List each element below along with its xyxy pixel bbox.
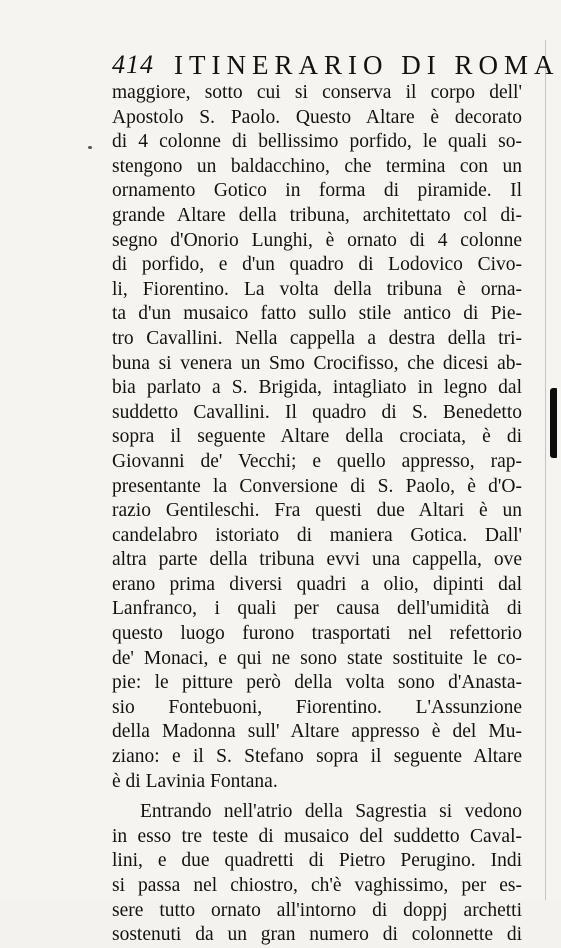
text-line: buna si venera un Smo Crocifisso, che dicesi ab-: [112, 352, 522, 374]
text-line: questo luogo furono trasportati nel refettorio: [112, 623, 522, 645]
margin-speck: [88, 146, 92, 149]
text-line: Lanfranco, i quali per causa dell'umidità di: [112, 598, 522, 620]
text-line: ornamento Gotico in forma di piramide. Il: [112, 180, 522, 202]
text-line: segno d'Onorio Lunghi, è ornato di 4 colonne: [112, 229, 522, 251]
text-line: erano prima diversi quadri a olio, dipinti dal: [112, 573, 522, 595]
text-line: li, Fiorentino. La volta della tribuna è orna-: [112, 278, 522, 300]
text-line: sere tutto ornato all'intorno di doppj archetti: [112, 899, 522, 921]
running-title: ITINERARIO DI ROMA: [174, 50, 560, 80]
text-line: Giovanni de' Vecchi; e quello appresso, rap-: [112, 450, 522, 472]
text-line: pie: le pitture però della volta sono d'Anasta-: [112, 672, 522, 694]
text-line: stengono un baldacchino, che termina con un: [112, 155, 522, 177]
text-line: ziano: e il S. Stefano sopra il seguente Altare: [112, 746, 522, 768]
binding-mark: [550, 388, 557, 458]
text-line: de' Monaci, e qui ne sono state sostituite le co-: [112, 647, 522, 669]
text-line: sio Fontebuoni, Fiorentino. L'Assunzione: [112, 696, 522, 718]
text-line: altra parte della tribuna evvi una cappella, ove: [112, 549, 522, 571]
page-number: 414: [112, 50, 154, 79]
text-line: suddetto Cavallini. Il quadro di S. Benedetto: [112, 401, 522, 423]
page-edge-shadow: [545, 40, 546, 900]
text-line: grande Altare della tribuna, architettato col di-: [112, 204, 522, 226]
body-text: [112, 81, 522, 948]
text-line: razio Gentileschi. Fra questi due Altari è un: [112, 500, 522, 522]
text-line: bia parlato a S. Brigida, intagliato in legno dal: [112, 377, 522, 399]
text-line: di 4 colonne di bellissimo porfido, le quali so-: [112, 131, 522, 153]
text-line: si passa nel chiostro, ch'è vaghissimo, per es-: [112, 875, 522, 896]
text-line: è di Lavinia Fontana.: [112, 770, 278, 792]
text-line: presentante la Conversione di S. Paolo, è d'O-: [112, 475, 522, 497]
text-line: candelabro istoriato di maniera Gotica. Dall': [112, 524, 522, 546]
text-line: Apostolo S. Paolo. Questo Altare è decorato: [112, 106, 522, 128]
text-line: tro Cavallini. Nella cappella a destra della tri-: [112, 327, 522, 349]
text-line: di porfido, e d'un quadro di Lodovico Civo-: [112, 254, 522, 276]
text-line: Entrando nell'atrio della Sagrestia si vedono: [140, 801, 522, 823]
text-line: lini, e due quadretti di Pietro Perugino. Indi: [112, 850, 522, 872]
text-line: ta d'un musaico fatto sullo stile antico di Pie-: [112, 303, 522, 325]
text-line: in esso tre teste di musaico del suddetto Caval-: [112, 825, 522, 847]
text-line: sostenuti da un gran numero di colonnette di: [112, 924, 522, 946]
text-line: della Madonna sull' Altare appresso è del Mu-: [112, 721, 522, 743]
text-line: maggiore, sotto cui si conserva il corpo dell': [112, 82, 522, 103]
text-line: sopra il seguente Altare della crociata, è di: [112, 426, 522, 448]
